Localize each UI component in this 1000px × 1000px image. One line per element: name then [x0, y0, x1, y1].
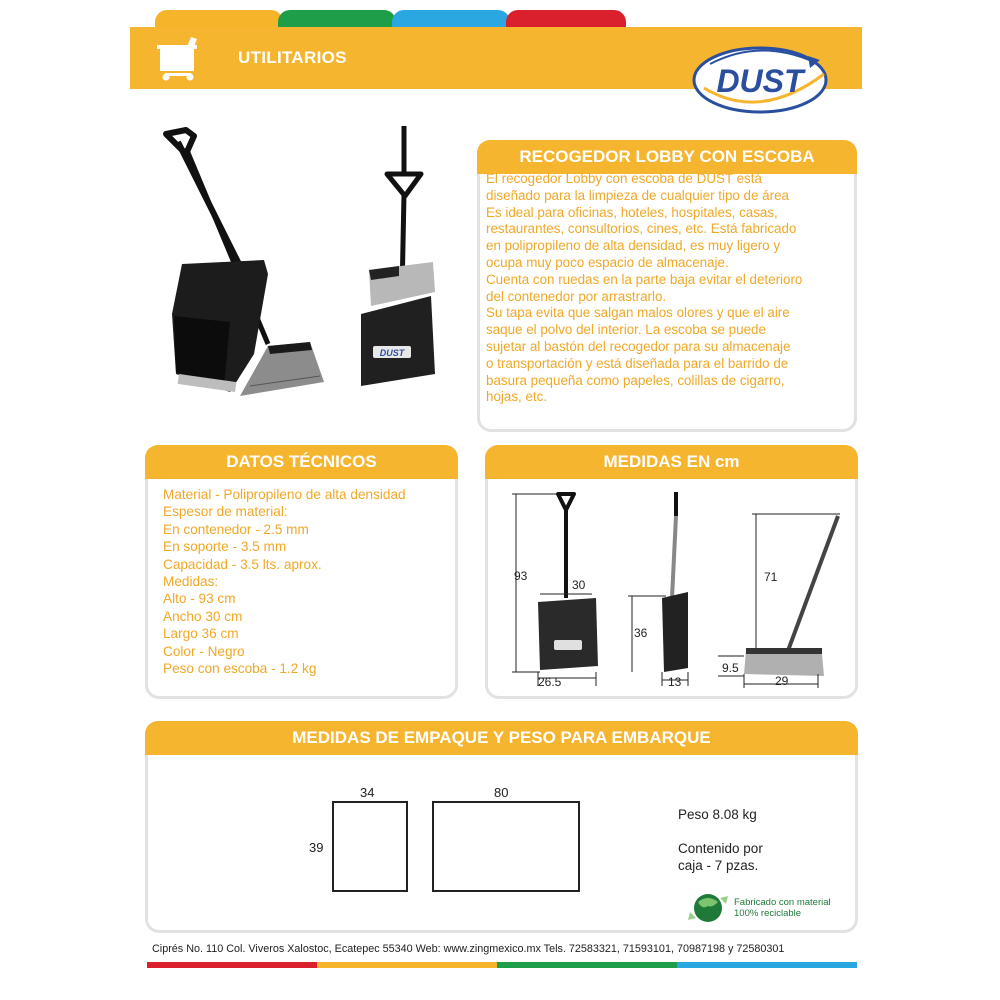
spec-line: Largo 36 cm [163, 626, 239, 642]
description-line: basura pequeña como papeles, colillas de cigarro, [486, 372, 785, 388]
packing-panel [145, 721, 858, 933]
spec-line: Medidas: [163, 574, 219, 590]
mop-bucket-icon [157, 35, 201, 81]
dim-depth: 13 [668, 675, 682, 689]
dim-broom-height: 71 [764, 570, 778, 584]
box-content-line2: caja - 7 pzas. [678, 858, 759, 873]
spec-line: Espesor de material: [163, 504, 288, 520]
dustpan-open-image [160, 124, 330, 398]
packing-title: MEDIDAS DE EMPAQUE Y PESO PARA EMBARQUE [145, 721, 858, 755]
description-text [486, 171, 854, 406]
tech-data-panel [145, 445, 458, 699]
spec-line: En contenedor - 2.5 mm [163, 521, 309, 537]
dim-container-height: 36 [634, 626, 648, 640]
footer-stripe-blue [677, 962, 857, 968]
side-view-diagram [626, 486, 696, 696]
tech-data-title: DATOS TÉCNICOS [145, 445, 458, 479]
footer-stripe-yellow [317, 962, 497, 968]
description-line: del contenedor por arrastrarlo. [486, 288, 667, 304]
shipping-weight: Peso 8.08 kg [678, 807, 757, 822]
description-line: ocupa muy poco espacio de almacenaje. [486, 254, 729, 270]
spec-line: Alto - 93 cm [163, 591, 236, 607]
spec-line: Color - Negro [163, 643, 245, 659]
tech-spec-list [163, 486, 406, 677]
description-line: Cuenta con ruedas en la parte baja evitar el deterioro [486, 271, 803, 287]
box-length-label: 80 [494, 785, 509, 800]
description-line: Su tapa evita que salgan malos olores y que el aire [486, 305, 790, 321]
spec-line: En soporte - 3.5 mm [163, 539, 287, 555]
footer-stripe-red [147, 962, 317, 968]
box-height-label: 39 [309, 840, 324, 855]
description-line: diseñado para la limpieza de cualquier tipo de área [486, 187, 789, 203]
description-line: Es ideal para oficinas, hoteles, hospitales, casas, [486, 204, 778, 220]
recycle-note [734, 897, 831, 919]
recycle-line2: 100% reciclable [734, 908, 802, 919]
description-line: sujetar al bastón del recogedor para su almacenaje [486, 338, 791, 354]
dim-broom-head: 9.5 [722, 661, 739, 675]
spec-line: Peso con escoba - 1.2 kg [163, 661, 317, 677]
dust-logo [690, 44, 830, 116]
description-line: restaurantes, consultorios, cines, etc. Está fabricado [486, 221, 797, 237]
front-view-diagram [508, 486, 616, 696]
dustpan-badge: DUST [379, 348, 405, 358]
dim-broom-width: 29 [775, 674, 789, 688]
description-line: o transportación y está diseñada para el barrido de [486, 355, 789, 371]
box-front-outline [332, 801, 408, 892]
dim-height-total: 93 [514, 569, 528, 583]
dustpan-closed-image [355, 124, 440, 388]
description-line: El recogedor Lobby con escoba de DUST está [486, 171, 762, 186]
box-side-outline [432, 801, 580, 892]
description-line: en polipropileno de alta densidad, es muy ligero y [486, 238, 781, 254]
box-width-label: 34 [360, 785, 375, 800]
recycle-line1: Fabricado con material [734, 897, 831, 908]
dim-width-top: 30 [572, 578, 586, 592]
description-line: hojas, etc. [486, 389, 548, 405]
description-line: saque el polvo del interior. La escoba se puede [486, 322, 766, 338]
measures-title: MEDIDAS EN cm [485, 445, 858, 479]
spec-line: Ancho 30 cm [163, 608, 243, 624]
footer-address: Ciprés No. 110 Col. Viveros Xalostoc, Ecatepec 55340 Web: www.zingmexico.mx Tels. 72583321, 71593101, 70987198 y 72580301 [152, 943, 785, 955]
footer-stripe-green [497, 962, 677, 968]
measures-panel [485, 445, 858, 699]
box-content-line1: Contenido por [678, 841, 763, 856]
spec-line: Capacidad - 3.5 lts. aprox. [163, 556, 322, 572]
spec-line: Material - Polipropileno de alta densidad [163, 487, 406, 502]
description-panel [477, 140, 857, 432]
description-title: RECOGEDOR LOBBY CON ESCOBA [477, 140, 857, 174]
logo-text: DUST [716, 63, 804, 99]
dim-width-base: 26.5 [538, 675, 562, 689]
section-title: UTILITARIOS [238, 48, 347, 67]
recycle-globe-icon [686, 888, 730, 928]
